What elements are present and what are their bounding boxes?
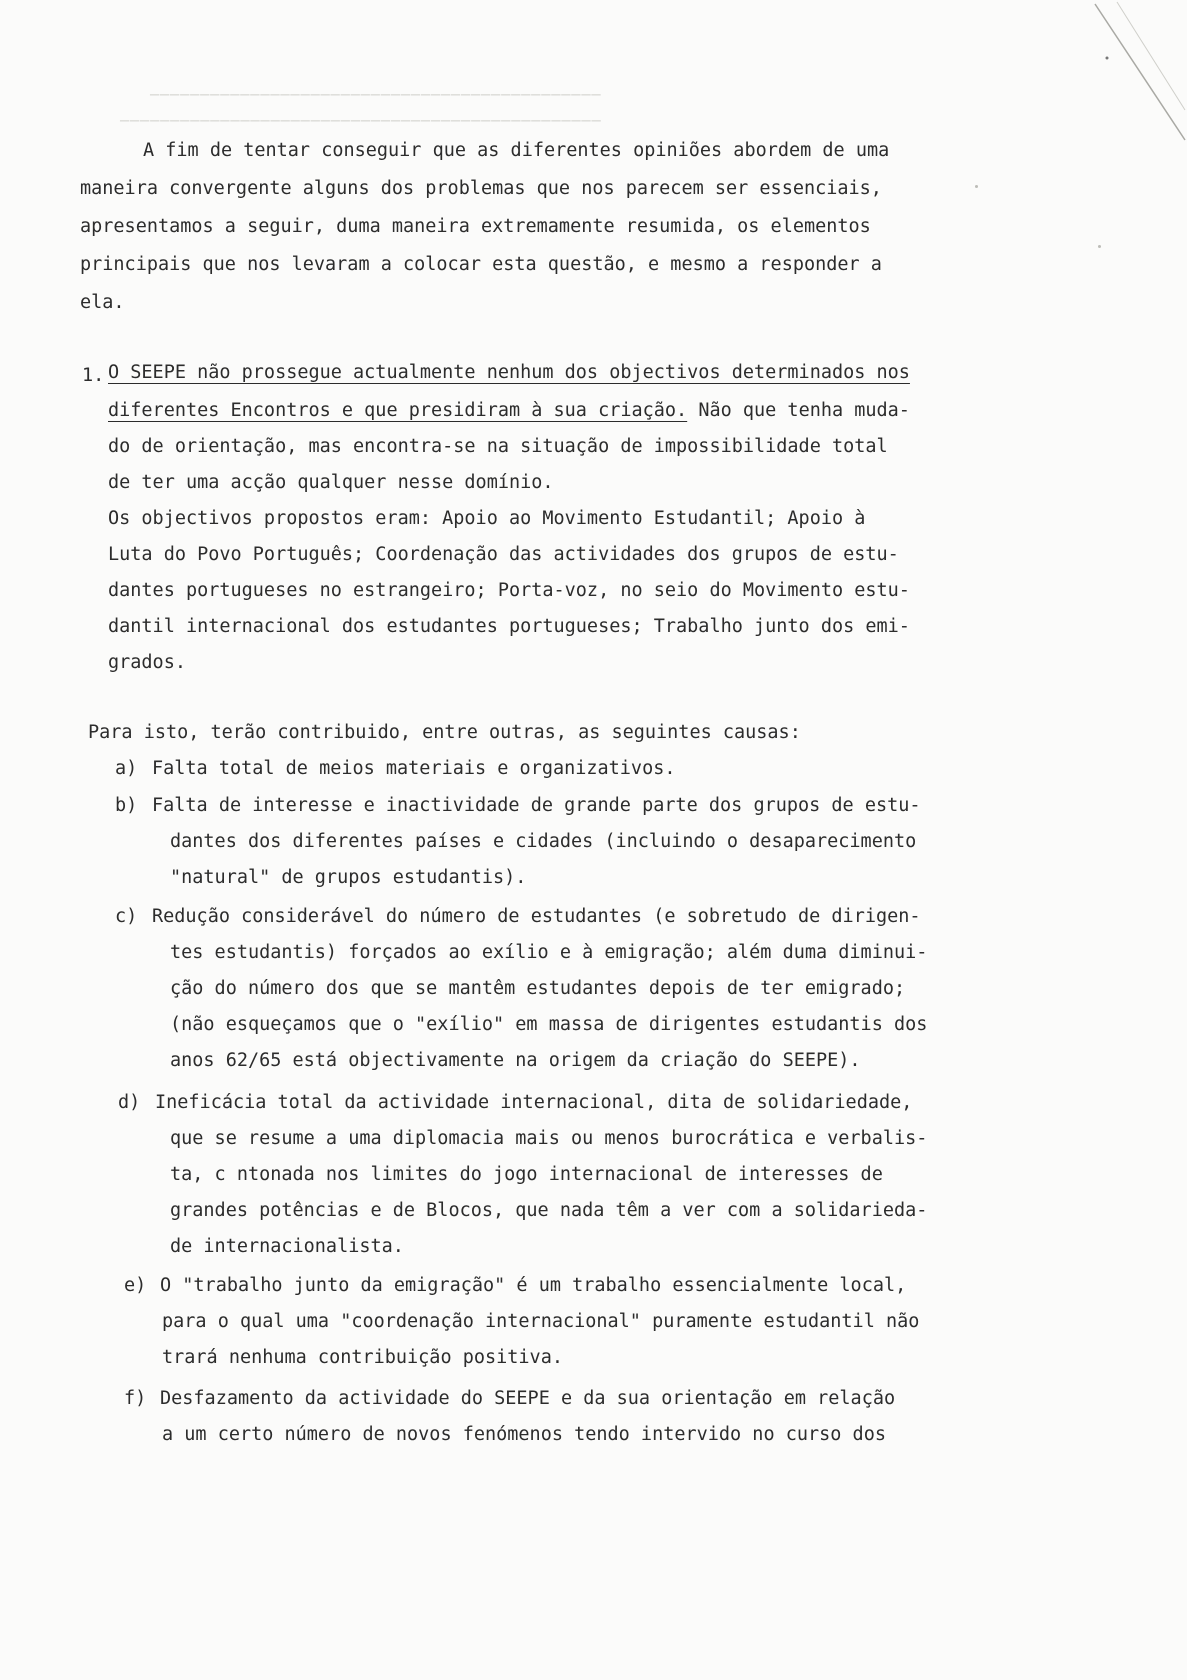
cause-line: "natural" de grupos estudantis). bbox=[170, 867, 527, 888]
section-line: Luta do Povo Português; Coordenação das actividades dos grupos de estu- bbox=[108, 544, 899, 565]
cause-line: ção do número dos que se mantêm estudantes depois de ter emigrado; bbox=[170, 978, 906, 999]
section-line: Os objectivos propostos eram: Apoio ao Movimento Estudantil; Apoio à bbox=[108, 508, 866, 529]
section-heading-underlined: O SEEPE não prossegue actualmente nenhum dos objectivos determinados nos bbox=[108, 362, 910, 383]
cause-line: ta, c ntonada nos limites do jogo internacional de interesses de bbox=[170, 1164, 883, 1185]
cause-line: tes estudantis) forçados ao exílio e à emigração; além duma diminui- bbox=[170, 942, 928, 963]
bleed-through-shadow: ──────────────────────────────────────────────── bbox=[120, 112, 602, 130]
intro-line: principais que nos levaram a colocar esta questão, e mesmo a responder a bbox=[80, 254, 882, 275]
cause-line: trará nenhuma contribuição positiva. bbox=[162, 1347, 563, 1368]
cause-line: Redução considerável do número de estudantes (e sobretudo de dirigen- bbox=[152, 906, 921, 927]
cause-line: Ineficácia total da actividade internacional, dita de solidariedade, bbox=[155, 1092, 913, 1113]
section-number: 1. bbox=[82, 365, 105, 386]
cause-line: O "trabalho junto da emigração" é um trabalho essencialmente local, bbox=[160, 1275, 907, 1296]
section-line bbox=[108, 400, 910, 421]
section-heading-underlined: diferentes Encontros e que presidiram à sua criação. bbox=[108, 400, 688, 421]
cause-letter: a) bbox=[115, 758, 138, 779]
cause-line: Falta de interesse e inactividade de grande parte dos grupos de estu- bbox=[152, 795, 921, 816]
bleed-through-shadow: ───────────────────────────────────────────── bbox=[150, 86, 602, 104]
section-line: dantes portugueses no estrangeiro; Porta-voz, no seio do Movimento estu- bbox=[108, 580, 910, 601]
cause-line: grandes potências e de Blocos, que nada têm a ver com a solidarieda- bbox=[170, 1200, 928, 1221]
cause-line: dantes dos diferentes países e cidades (incluindo o desaparecimento bbox=[170, 831, 917, 852]
cause-letter: c) bbox=[115, 906, 138, 927]
section-line: grados. bbox=[108, 652, 186, 673]
folded-corner-mark bbox=[1077, 0, 1187, 150]
cause-letter: f) bbox=[124, 1388, 147, 1409]
intro-line: ela. bbox=[80, 292, 125, 313]
cause-letter: b) bbox=[115, 795, 138, 816]
paper-speck bbox=[975, 185, 978, 188]
section-line: do de orientação, mas encontra-se na situação de impossibilidade total bbox=[108, 436, 888, 457]
cause-line: de internacionalista. bbox=[170, 1236, 404, 1257]
intro-line: apresentamos a seguir, duma maneira extremamente resumida, os elementos bbox=[80, 216, 871, 237]
cause-line: anos 62/65 está objectivamente na origem da criação do SEEPE). bbox=[170, 1050, 861, 1071]
cause-letter: d) bbox=[118, 1092, 141, 1113]
cause-line: Falta total de meios materiais e organizativos. bbox=[152, 758, 676, 779]
cause-line: que se resume a uma diplomacia mais ou menos burocrática e verbalis- bbox=[170, 1128, 928, 1149]
section-line: dantil internacional dos estudantes portugueses; Trabalho junto dos emi- bbox=[108, 616, 910, 637]
causes-intro: Para isto, terão contribuido, entre outras, as seguintes causas: bbox=[88, 722, 801, 743]
section-line-rest: Não que tenha muda- bbox=[687, 400, 910, 421]
paper-speck bbox=[1098, 245, 1101, 248]
intro-line: A fim de tentar conseguir que as diferentes opiniões abordem de uma bbox=[143, 140, 890, 161]
cause-letter: e) bbox=[124, 1275, 147, 1296]
cause-line: Desfazamento da actividade do SEEPE e da sua orientação em relação bbox=[160, 1388, 896, 1409]
cause-line: a um certo número de novos fenómenos tendo intervido no curso dos bbox=[162, 1424, 886, 1445]
cause-line: (não esqueçamos que o "exílio" em massa de dirigentes estudantis dos bbox=[170, 1014, 928, 1035]
intro-line: maneira convergente alguns dos problemas que nos parecem ser essenciais, bbox=[80, 178, 882, 199]
cause-line: para o qual uma "coordenação internacional" puramente estudantil não bbox=[162, 1311, 920, 1332]
section-line: de ter uma acção qualquer nesse domínio. bbox=[108, 472, 554, 493]
